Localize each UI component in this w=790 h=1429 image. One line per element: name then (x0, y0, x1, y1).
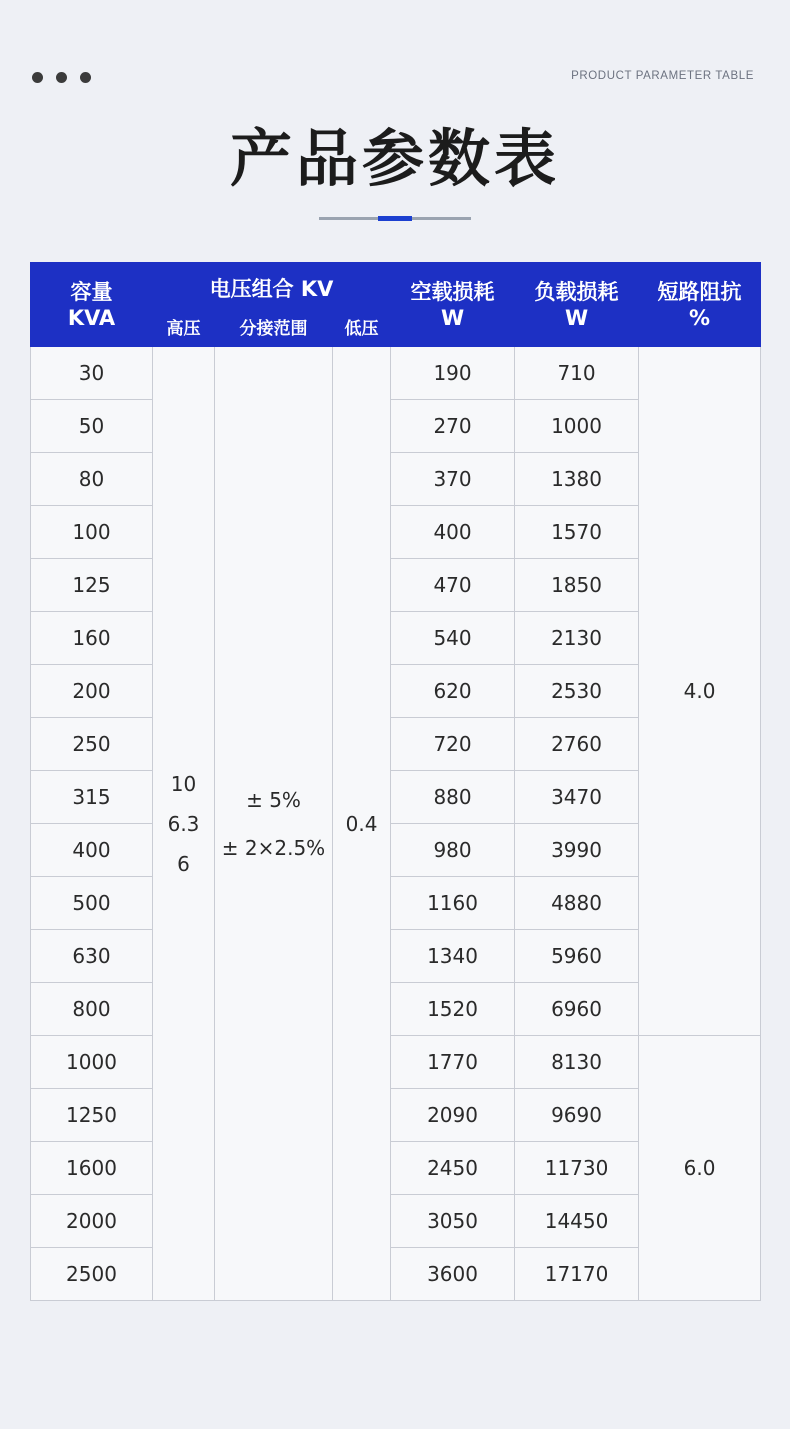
page-header (0, 0, 790, 120)
cell-no-load-loss: 540 (391, 612, 515, 665)
cell-no-load-loss: 3050 (391, 1195, 515, 1248)
cell-no-load-loss: 190 (391, 347, 515, 400)
cell-load-loss: 11730 (515, 1142, 639, 1195)
tap-range-value: ± 5% (246, 787, 301, 812)
cell-capacity: 800 (31, 983, 153, 1036)
cell-capacity: 200 (31, 665, 153, 718)
capacity-label-line2: KVA (67, 305, 116, 330)
cell-load-loss: 9690 (515, 1089, 639, 1142)
cell-capacity: 1250 (31, 1089, 153, 1142)
cell-capacity: 315 (31, 771, 153, 824)
col-header-load-loss (515, 263, 639, 347)
cell-load-loss: 710 (515, 347, 639, 400)
cell-hv-values (153, 347, 215, 1301)
cell-load-loss: 2760 (515, 718, 639, 771)
parameter-table-container (30, 262, 760, 1301)
cell-no-load-loss: 1520 (391, 983, 515, 1036)
cell-no-load-loss: 980 (391, 824, 515, 877)
no-load-loss-label-line1: 空载损耗 (410, 279, 495, 304)
cell-load-loss: 17170 (515, 1248, 639, 1301)
cell-capacity: 400 (31, 824, 153, 877)
cell-load-loss: 2530 (515, 665, 639, 718)
hv-value: 6.3 (167, 811, 200, 836)
cell-capacity: 500 (31, 877, 153, 930)
table-head (31, 263, 761, 347)
cell-no-load-loss: 1340 (391, 930, 515, 983)
cell-no-load-loss: 270 (391, 400, 515, 453)
cell-no-load-loss: 620 (391, 665, 515, 718)
title-block (0, 122, 790, 220)
cell-impedance: 4.0 (639, 347, 761, 1036)
capacity-label-line1: 容量 (70, 279, 113, 304)
cell-load-loss: 3470 (515, 771, 639, 824)
cell-lv-value: 0.4 (333, 347, 391, 1301)
table-body (31, 347, 761, 1301)
col-header-tap-range: 分接范围 (215, 312, 333, 347)
cell-capacity: 2000 (31, 1195, 153, 1248)
table-header-row-1 (31, 263, 761, 312)
impedance-label-line2: % (689, 305, 711, 330)
col-header-capacity (31, 263, 153, 347)
cell-load-loss: 2130 (515, 612, 639, 665)
cell-tap-range-values (215, 347, 333, 1301)
col-header-no-load-loss (391, 263, 515, 347)
page-title: 产品参数表 (229, 122, 560, 195)
cell-no-load-loss: 880 (391, 771, 515, 824)
cell-capacity: 1000 (31, 1036, 153, 1089)
cell-capacity: 30 (31, 347, 153, 400)
cell-load-loss: 1570 (515, 506, 639, 559)
three-dots-icon (32, 72, 91, 83)
col-header-lv: 低压 (333, 312, 391, 347)
cell-no-load-loss: 3600 (391, 1248, 515, 1301)
cell-impedance: 6.0 (639, 1036, 761, 1301)
cell-capacity: 80 (31, 453, 153, 506)
cell-capacity: 2500 (31, 1248, 153, 1301)
cell-capacity: 250 (31, 718, 153, 771)
cell-no-load-loss: 1160 (391, 877, 515, 930)
cell-capacity: 1600 (31, 1142, 153, 1195)
parameter-table (30, 262, 761, 1301)
cell-no-load-loss: 1770 (391, 1036, 515, 1089)
dot-2 (56, 72, 67, 83)
cell-load-loss: 3990 (515, 824, 639, 877)
hv-value: 10 (170, 771, 197, 796)
cell-load-loss: 1000 (515, 400, 639, 453)
cell-no-load-loss: 2450 (391, 1142, 515, 1195)
hv-value: 6 (177, 851, 190, 876)
cell-capacity: 50 (31, 400, 153, 453)
load-loss-label-line1: 负载损耗 (534, 279, 619, 304)
title-divider (319, 217, 471, 220)
cell-load-loss: 4880 (515, 877, 639, 930)
cell-no-load-loss: 400 (391, 506, 515, 559)
cell-capacity: 100 (31, 506, 153, 559)
cell-capacity: 125 (31, 559, 153, 612)
cell-no-load-loss: 470 (391, 559, 515, 612)
cell-load-loss: 14450 (515, 1195, 639, 1248)
col-header-voltage-group: 电压组合 KV (153, 263, 391, 312)
col-header-hv: 高压 (153, 312, 215, 347)
dot-1 (32, 72, 43, 83)
cell-load-loss: 6960 (515, 983, 639, 1036)
cell-capacity: 630 (31, 930, 153, 983)
dot-3 (80, 72, 91, 83)
load-loss-label-line2: W (564, 305, 589, 330)
tap-range-value: ± 2×2.5% (221, 835, 326, 860)
cell-load-loss: 8130 (515, 1036, 639, 1089)
header-eyebrow-text: PRODUCT PARAMETER TABLE (571, 70, 754, 82)
cell-capacity: 160 (31, 612, 153, 665)
cell-load-loss: 5960 (515, 930, 639, 983)
impedance-label-line1: 短路阻抗 (657, 279, 742, 304)
table-row (31, 347, 761, 400)
col-header-impedance (639, 263, 761, 347)
cell-load-loss: 1380 (515, 453, 639, 506)
page-bottom-spacer (0, 1301, 790, 1341)
cell-load-loss: 1850 (515, 559, 639, 612)
no-load-loss-label-line2: W (440, 305, 465, 330)
cell-no-load-loss: 720 (391, 718, 515, 771)
cell-no-load-loss: 370 (391, 453, 515, 506)
table-row (31, 1036, 761, 1089)
cell-no-load-loss: 2090 (391, 1089, 515, 1142)
